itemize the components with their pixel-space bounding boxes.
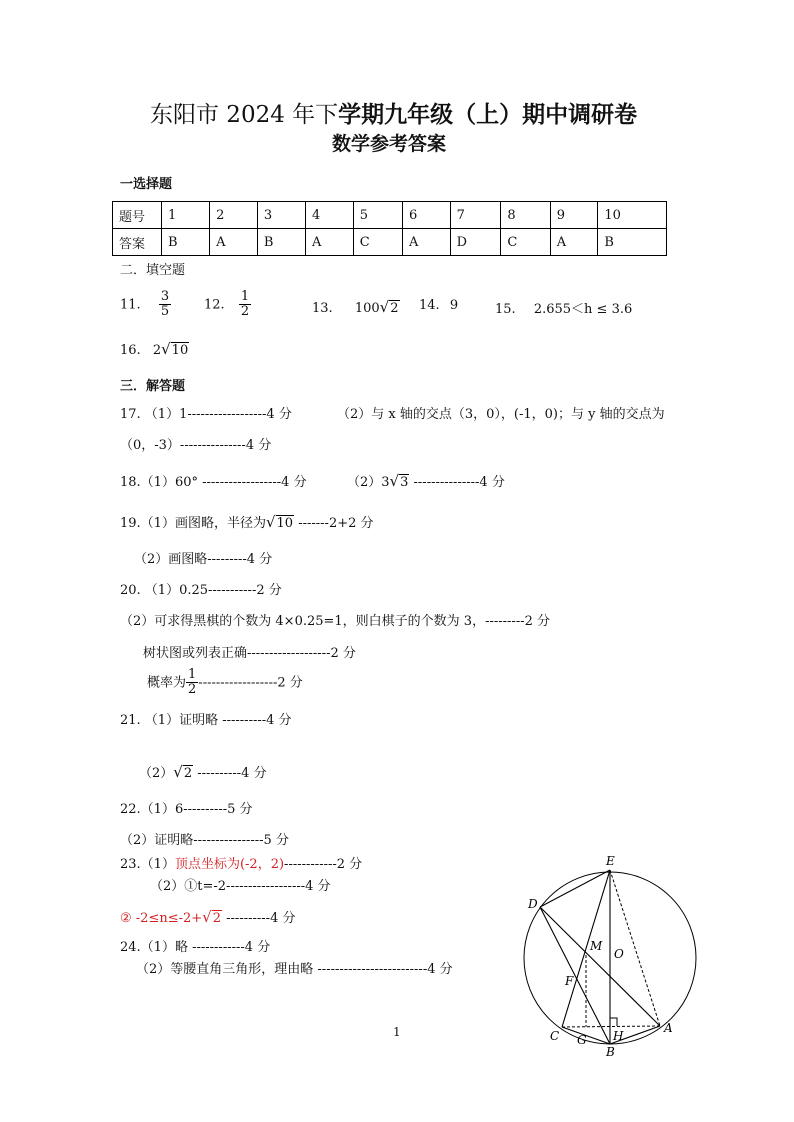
answer-q17-3: （0，-3）---------------4 分 xyxy=(120,438,272,453)
answer-q13: 13. 100√2 xyxy=(312,298,399,316)
label-G: G xyxy=(577,1033,587,1047)
table-cell: B xyxy=(257,229,305,256)
answer-q22-2: （2）证明略----------------5 分 xyxy=(120,833,289,848)
table-cell: C xyxy=(353,229,402,256)
page-number: 1 xyxy=(393,1025,401,1039)
answer-q19-2: （2）画图略---------4 分 xyxy=(134,552,273,567)
segment-CA xyxy=(562,1026,660,1027)
table-cell: 1 xyxy=(162,202,210,229)
table-row-answers xyxy=(113,229,667,256)
answer-q20-2: （2）可求得黑棋的个数为 4×0.25=1，则白棋子的个数为 3，---------2 分 xyxy=(120,614,551,629)
answer-q16: 16. 2√10 xyxy=(120,340,189,358)
answer-q23-3: ② -2≤n≤-2+√2 ----------4 分 xyxy=(120,908,296,926)
answer-q23-2: （2）①t=-2------------------4 分 xyxy=(150,879,331,894)
segment-DA xyxy=(540,907,660,1026)
table-cell: A xyxy=(403,229,451,256)
table-row-questions xyxy=(113,202,667,229)
label-D: D xyxy=(528,897,538,911)
label-M: M xyxy=(590,939,603,953)
answer-q17-1: 17. （1）1------------------4 分 xyxy=(120,407,292,422)
section2-heading: 二．填空题 xyxy=(120,263,186,278)
answer-q20-1: 20. （1）0.25-----------2 分 xyxy=(120,583,282,598)
table-cell: A xyxy=(210,229,258,256)
label-O: O xyxy=(614,947,624,961)
table-cell: 9 xyxy=(550,202,598,229)
segment-DB xyxy=(540,907,610,1044)
table-cell: 8 xyxy=(501,202,550,229)
table-cell: 4 xyxy=(306,202,354,229)
table-cell: A xyxy=(306,229,354,256)
label-B: B xyxy=(606,1045,615,1059)
right-angle-marker xyxy=(610,1018,617,1026)
answer-q17-2: （2）与 x 轴的交点（3，0），(-1，0)；与 y 轴的交点为 xyxy=(337,407,665,422)
page-title: 东阳市 2024 年下学期九年级（上）期中调研卷 xyxy=(150,101,638,128)
answer-q24-2: （2）等腰直角三角形，理由略 -------------------------4 分 xyxy=(136,962,453,977)
table-header-cell: 题号 xyxy=(113,202,162,229)
answer-q14: 14. 9 xyxy=(419,298,459,313)
answer-q24-1: 24.（1）略 ------------4 分 xyxy=(120,940,271,955)
circle-geometry-figure xyxy=(520,850,700,1060)
answer-q20-3: 树状图或列表正确-------------------2 分 xyxy=(143,646,356,661)
page-subtitle: 数学参考答案 xyxy=(332,133,447,155)
table-cell: 5 xyxy=(353,202,402,229)
answer-q23-1: 23.（1）顶点坐标为(-2，2)------------2 分 xyxy=(120,857,363,872)
table-cell: C xyxy=(501,229,550,256)
segment-DE xyxy=(540,870,610,907)
answer-q22-1: 22.（1）6----------5 分 xyxy=(120,802,253,817)
answer-q15: 15. 2.655＜h ≤ 3.6 xyxy=(495,302,633,317)
table-cell: 3 xyxy=(257,202,305,229)
answer-q19-1: 19.（1）画图略，半径为√10 -------2+2 分 xyxy=(120,513,374,531)
table-cell: D xyxy=(450,229,501,256)
segment-EC xyxy=(562,870,610,1027)
label-E: E xyxy=(606,854,615,868)
table-cell: 6 xyxy=(403,202,451,229)
table-cell: A xyxy=(550,229,598,256)
table-cell: 10 xyxy=(598,202,667,229)
table-cell: 2 xyxy=(210,202,258,229)
answer-q11: 11. $\frac{3}{5}$ xyxy=(120,289,170,320)
answer-q21-1: 21. （1）证明略 ----------4 分 xyxy=(120,713,292,728)
answer-q18-1: 18.（1）60° ------------------4 分 xyxy=(120,475,307,490)
label-H: H xyxy=(613,1029,624,1043)
answer-table xyxy=(112,201,667,256)
label-F: F xyxy=(565,974,574,988)
label-C: C xyxy=(550,1029,560,1043)
section1-heading: 一选择题 xyxy=(120,177,173,192)
table-header-cell: 答案 xyxy=(113,229,162,256)
table-cell: B xyxy=(598,229,667,256)
table-cell: B xyxy=(162,229,210,256)
label-A: A xyxy=(664,1021,673,1035)
answer-q21-2: （2）√2 ----------4 分 xyxy=(139,763,267,781)
answer-q12: 12. $\frac{1}{2}$ xyxy=(204,289,250,320)
section3-heading: 三．解答题 xyxy=(120,379,186,394)
answer-q18-2: （2）3√3 ---------------4 分 xyxy=(347,472,505,490)
table-cell: 7 xyxy=(450,202,501,229)
answer-q20-4: 概率为 $\frac{1}{2}$ ------------------2 分 xyxy=(147,667,303,698)
